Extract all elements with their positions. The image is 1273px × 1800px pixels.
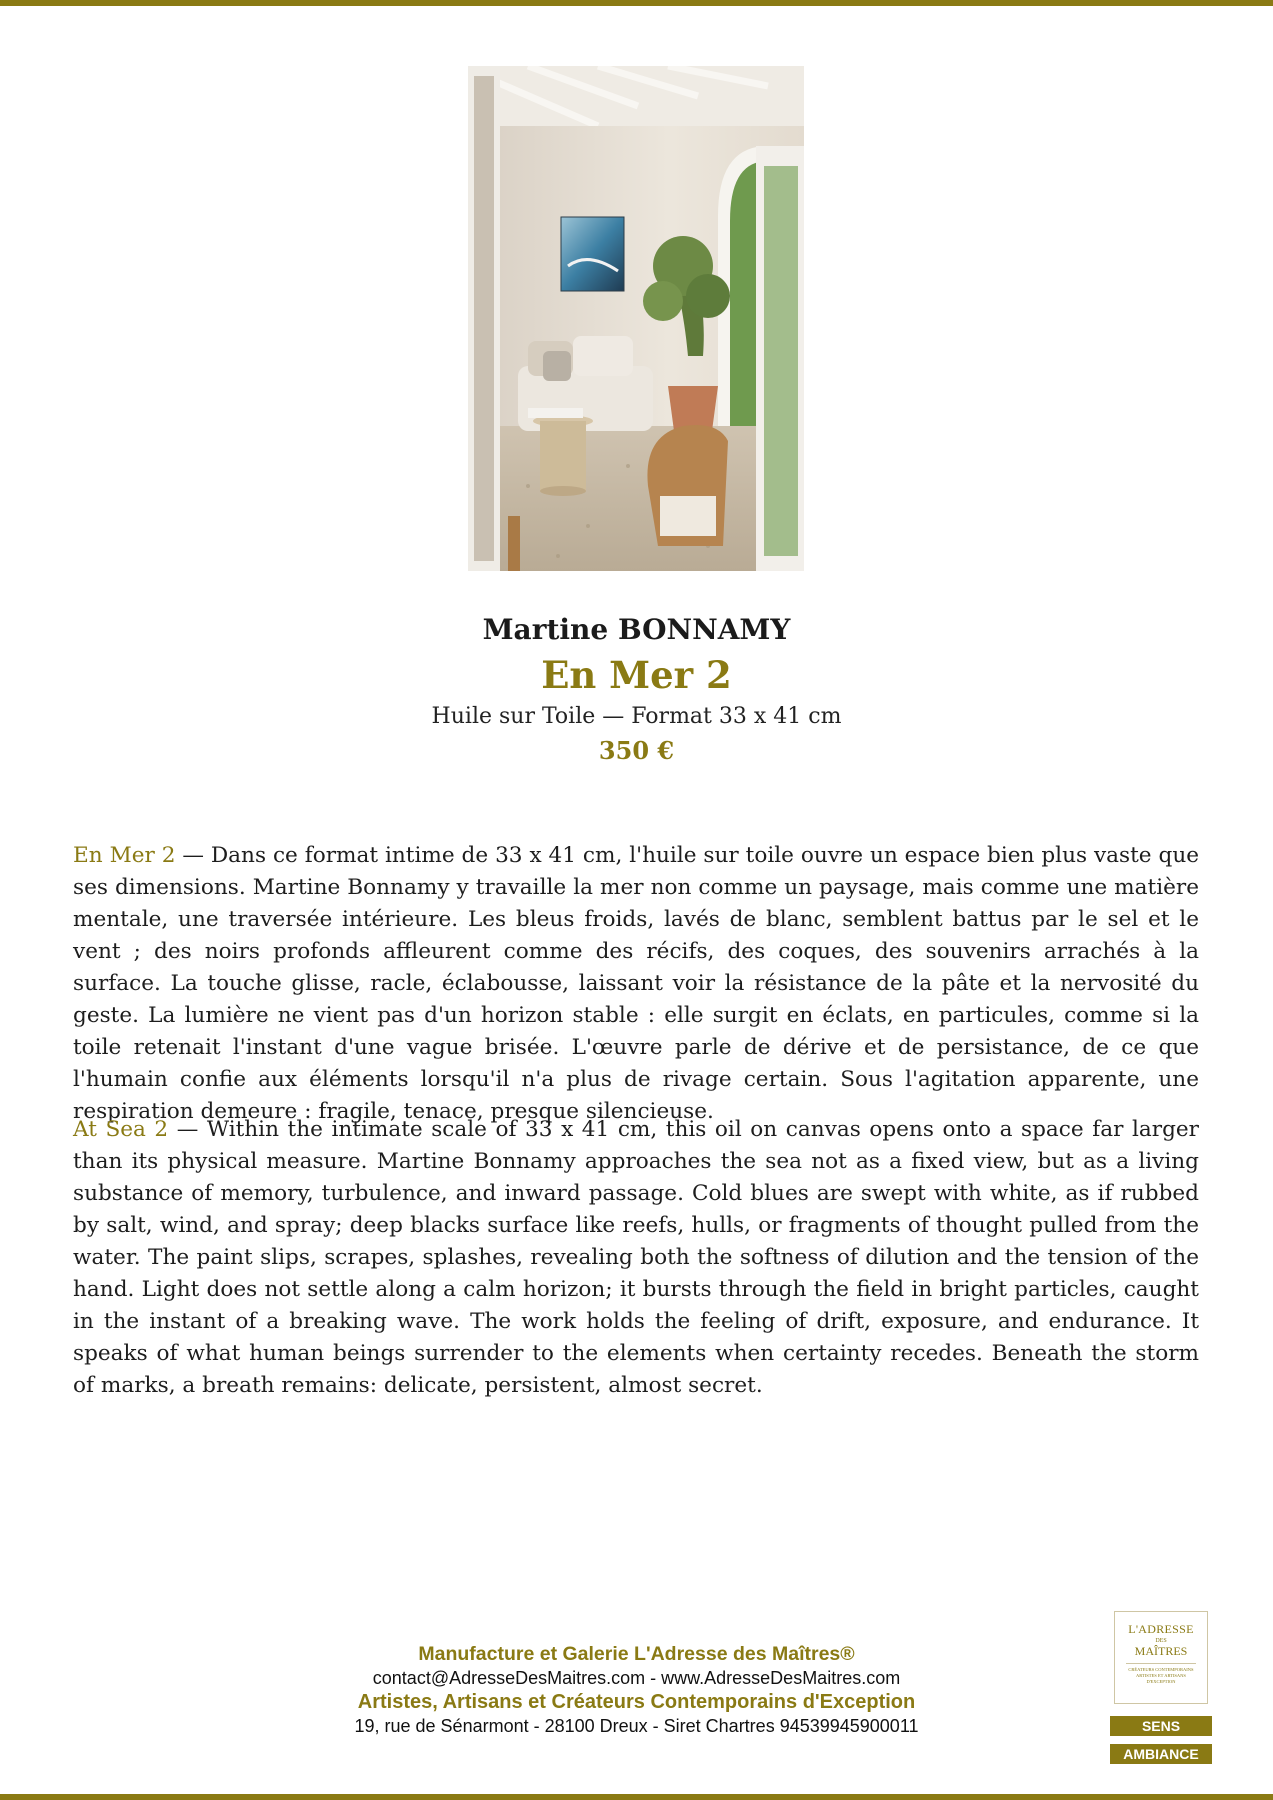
gallery-logo <box>1114 1611 1208 1704</box>
footer <box>0 1642 1273 1738</box>
bottom-accent-bar <box>0 1794 1273 1800</box>
footer-contact: contact@AdresseDesMaitres.com - www.AdresseDesMaitres.com <box>372 1668 901 1688</box>
footer-address: 19, rue de Sénarmont - 28100 Dreux - Siret Chartres 94539945900011 <box>354 1716 919 1736</box>
description-english-lead: At Sea 2 <box>73 1117 169 1142</box>
description-english <box>73 1114 1199 1402</box>
description-english-body: — Within the intimate scale of 33 x 41 cm, this oil on canvas opens onto a space far larger than its physical measure. Martine Bonnamy approaches the sea not as a fixed view, but as a living substance of memory, turbulence, and inward passage. Cold blues are swept with white, as if rubbed by salt, wind, and spray; deep blacks surface like reefs, hulls, or fragments of thought pulled from the water. The paint slips, scrapes, splashes, revealing both the softness of dilution and the tension of the hand. Light does not settle along a calm horizon; it bursts through the field in bright particles, caught in the instant of a breaking wave. The work holds the feeling of drift, exposure, and endurance. It speaks of what human beings surrender to the elements when certainty recedes. Beneath the storm of marks, a breath remains: delicate, persistent, almost secret. <box>73 1117 1199 1398</box>
artist-name: Martine BONNAMY <box>482 613 791 646</box>
artwork-title: En Mer 2 <box>541 653 732 697</box>
logo-line-2: DES <box>1155 1638 1167 1644</box>
footer-gallery-name: Manufacture et Galerie L'Adresse des Maîtres® <box>418 1643 855 1665</box>
logo-line-4: CRÉATEURS CONTEMPORAINS ARTISTES ET ARTISANS D'EXCEPTION <box>1128 1667 1194 1684</box>
description-french-lead: En Mer 2 <box>73 843 176 868</box>
artwork-room-photo <box>468 66 804 571</box>
top-accent-bar <box>0 0 1273 6</box>
description-french <box>73 840 1199 1128</box>
footer-tagline: Artistes, Artisans et Créateurs Contemporains d'Exception <box>357 1691 916 1713</box>
logo-line-1: L'ADRESSE <box>1128 1622 1194 1636</box>
logo-line-3: MAÎTRES <box>1134 1644 1188 1658</box>
logo-divider <box>1126 1663 1196 1664</box>
artwork-price: 350 € <box>598 736 675 765</box>
description-french-body: — Dans ce format intime de 33 x 41 cm, l'huile sur toile ouvre un espace bien plus vaste que ses dimensions. Martine Bonnamy y travaille la mer non comme un paysage, mais comme une matière mentale, une traversée intérieure. Les bleus froids, lavés de blanc, semblent battus par le sel et le vent ; des noirs profonds affleurent comme des récifs, des coques, des souvenirs arrachés à la surface. La touche glisse, racle, éclabousse, laissant voir la résistance de la pâte et la nervosité du geste. La lumière ne vient pas d'un horizon stable : elle surgit en éclats, en particules, comme si la toile retenait l'instant d'une vague brisée. L'œuvre parle de dérive et de persistance, de ce que l'humain confie aux éléments lorsqu'il n'a plus de rivage certain. Sous l'agitation apparente, une respiration demeure : fragile, tenace, presque silencieuse. <box>73 843 1200 1124</box>
artwork-medium-format: Huile sur Toile — Format 33 x 41 cm <box>431 704 842 729</box>
badge-sens: SENS <box>1110 1716 1212 1736</box>
badge-ambiance: AMBIANCE <box>1110 1744 1212 1764</box>
